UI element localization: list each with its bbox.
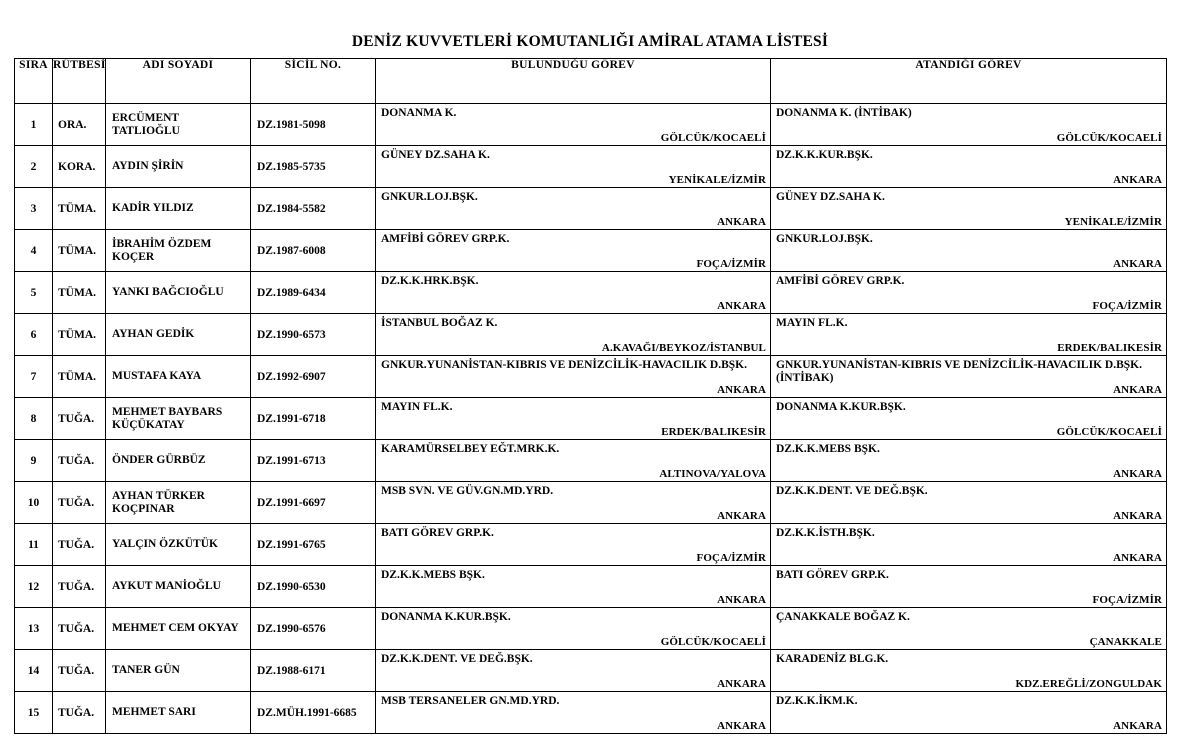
table-row bbox=[15, 356, 1167, 398]
full-name-cell bbox=[106, 356, 251, 398]
current-post-text: MSB TERSANELER GN.MD.YRD. bbox=[381, 695, 560, 707]
rank-cell bbox=[53, 692, 106, 734]
rank-cell bbox=[53, 608, 106, 650]
table-row bbox=[15, 608, 1167, 650]
current-post-text: AMFİBİ GÖREV GRP.K. bbox=[381, 233, 510, 245]
current-post bbox=[376, 692, 770, 733]
row-index-cell bbox=[15, 188, 53, 230]
assigned-post bbox=[771, 146, 1166, 187]
registry-number-cell bbox=[251, 230, 376, 272]
full-name-cell bbox=[106, 692, 251, 734]
full-name: YANKI BAĞCIOĞLU bbox=[112, 286, 224, 299]
full-name-cell bbox=[106, 608, 251, 650]
current-post bbox=[376, 272, 770, 313]
current-post-location: A.KAVAĞI/BEYKOZ/İSTANBUL bbox=[601, 342, 766, 354]
full-name: MEHMET SARI bbox=[112, 706, 196, 719]
assigned-post-location: ANKARA bbox=[1113, 468, 1162, 480]
assigned-post-location: GÖLCÜK/KOCAELİ bbox=[1056, 426, 1162, 438]
column-header-bulundugu-gorev: BULUNDUĞU GÖREV bbox=[376, 59, 771, 104]
assigned-post-text: GNKUR.YUNANİSTAN-KIBRIS VE DENİZCİLİK-HAVACILIK D.BŞK. (İNTİBAK) bbox=[776, 359, 1142, 385]
assigned-post-cell bbox=[771, 524, 1167, 566]
row-index-cell bbox=[15, 314, 53, 356]
registry-number: DZ.1984-5582 bbox=[257, 202, 326, 215]
assigned-post-location: ANKARA bbox=[1113, 258, 1162, 270]
assigned-post-location: FOÇA/İZMİR bbox=[1092, 300, 1162, 312]
column-header-sicil-no: SİCİL NO. bbox=[251, 59, 376, 104]
assigned-post-text: BATI GÖREV GRP.K. bbox=[776, 569, 889, 581]
current-post bbox=[376, 440, 770, 481]
assigned-post-text: DZ.K.K.MEBS BŞK. bbox=[776, 443, 880, 455]
assigned-post-location: ANKARA bbox=[1113, 384, 1162, 396]
table-row bbox=[15, 188, 1167, 230]
registry-number: DZ.1989-6434 bbox=[257, 286, 326, 299]
current-post-text: GNKUR.LOJ.BŞK. bbox=[381, 191, 478, 203]
full-name: ERCÜMENT TATLIOĞLU bbox=[112, 111, 180, 137]
current-post-cell bbox=[376, 608, 771, 650]
assigned-post-location: YENİKALE/İZMİR bbox=[1064, 216, 1162, 228]
current-post-location: ERDEK/BALIKESİR bbox=[661, 426, 766, 438]
current-post-text: MAYIN FL.K. bbox=[381, 401, 453, 413]
current-post bbox=[376, 524, 770, 565]
current-post-text: DZ.K.K.MEBS BŞK. bbox=[381, 569, 485, 581]
rank: TUĞA. bbox=[58, 538, 95, 551]
assigned-post-text: ÇANAKKALE BOĞAZ K. bbox=[776, 611, 910, 623]
table-row bbox=[15, 440, 1167, 482]
assigned-post-location: GÖLCÜK/KOCAELİ bbox=[1056, 132, 1162, 144]
full-name-cell bbox=[106, 482, 251, 524]
current-post-location: ALTINOVA/YALOVA bbox=[659, 468, 766, 480]
current-post bbox=[376, 566, 770, 607]
assigned-post bbox=[771, 650, 1166, 691]
admiral-assignment-table bbox=[14, 58, 1167, 734]
assigned-post-cell bbox=[771, 566, 1167, 608]
current-post-location: ANKARA bbox=[717, 384, 766, 396]
row-index: 9 bbox=[30, 454, 37, 467]
registry-number-cell bbox=[251, 692, 376, 734]
row-index: 11 bbox=[28, 538, 39, 551]
row-index-cell bbox=[15, 482, 53, 524]
current-post-cell bbox=[376, 314, 771, 356]
current-post-location: ANKARA bbox=[717, 510, 766, 522]
row-index-cell bbox=[15, 230, 53, 272]
full-name: KADİR YILDIZ bbox=[112, 202, 194, 215]
current-post-location: FOÇA/İZMİR bbox=[696, 258, 766, 270]
current-post-text: DZ.K.K.HRK.BŞK. bbox=[381, 275, 479, 287]
current-post bbox=[376, 482, 770, 523]
assigned-post-text: AMFİBİ GÖREV GRP.K. bbox=[776, 275, 905, 287]
assigned-post bbox=[771, 692, 1166, 733]
full-name: AYHAN GEDİK bbox=[112, 328, 195, 341]
table-row bbox=[15, 398, 1167, 440]
row-index: 10 bbox=[27, 496, 40, 509]
full-name-cell bbox=[106, 524, 251, 566]
rank: TÜMA. bbox=[58, 202, 97, 215]
registry-number: DZ.1985-5735 bbox=[257, 160, 326, 173]
current-post-cell bbox=[376, 650, 771, 692]
rank-cell bbox=[53, 524, 106, 566]
registry-number-cell bbox=[251, 314, 376, 356]
current-post-cell bbox=[376, 230, 771, 272]
rank: TUĞA. bbox=[58, 622, 95, 635]
table-header bbox=[15, 59, 1167, 104]
rank-cell bbox=[53, 566, 106, 608]
table-row bbox=[15, 272, 1167, 314]
current-post-text: KARAMÜRSELBEY EĞT.MRK.K. bbox=[381, 443, 560, 455]
assigned-post-location: FOÇA/İZMİR bbox=[1092, 594, 1162, 606]
registry-number: DZ.1987-6008 bbox=[257, 244, 326, 257]
full-name-cell bbox=[106, 566, 251, 608]
current-post-cell bbox=[376, 440, 771, 482]
table-body bbox=[15, 104, 1167, 734]
assignment-table-container bbox=[14, 58, 1166, 734]
table-row bbox=[15, 230, 1167, 272]
table-row bbox=[15, 566, 1167, 608]
registry-number: DZ.1991-6713 bbox=[257, 454, 326, 467]
table-row bbox=[15, 146, 1167, 188]
assigned-post bbox=[771, 188, 1166, 229]
assigned-post-cell bbox=[771, 398, 1167, 440]
current-post-location: GÖLCÜK/KOCAELİ bbox=[660, 636, 766, 648]
rank-cell bbox=[53, 146, 106, 188]
full-name: TANER GÜN bbox=[112, 664, 180, 677]
full-name: AYHAN TÜRKER KOÇPINAR bbox=[112, 489, 205, 515]
rank-cell bbox=[53, 356, 106, 398]
full-name-cell bbox=[106, 146, 251, 188]
assigned-post-text: MAYIN FL.K. bbox=[776, 317, 848, 329]
current-post bbox=[376, 398, 770, 439]
current-post bbox=[376, 104, 770, 145]
assigned-post bbox=[771, 398, 1166, 439]
registry-number: DZ.1992-6907 bbox=[257, 370, 326, 383]
registry-number-cell bbox=[251, 272, 376, 314]
rank: ORA. bbox=[58, 118, 87, 131]
rank: TÜMA. bbox=[58, 286, 97, 299]
full-name-cell bbox=[106, 230, 251, 272]
current-post-text: MSB SVN. VE GÜV.GN.MD.YRD. bbox=[381, 485, 554, 497]
table-row bbox=[15, 650, 1167, 692]
current-post-text: DONANMA K.KUR.BŞK. bbox=[381, 611, 511, 623]
assigned-post-location: ANKARA bbox=[1113, 174, 1162, 186]
rank: TUĞA. bbox=[58, 706, 95, 719]
table-row bbox=[15, 314, 1167, 356]
row-index-cell bbox=[15, 356, 53, 398]
registry-number-cell bbox=[251, 398, 376, 440]
column-header-atandigi-gorev: ATANDIĞI GÖREV bbox=[771, 59, 1167, 104]
rank: TUĞA. bbox=[58, 412, 95, 425]
full-name-cell bbox=[106, 188, 251, 230]
current-post-text: GNKUR.YUNANİSTAN-KIBRIS VE DENİZCİLİK-HAVACILIK D.BŞK. bbox=[381, 359, 747, 371]
column-header-rutbesi: RÜTBESİ bbox=[53, 59, 106, 104]
current-post bbox=[376, 356, 770, 397]
rank: TÜMA. bbox=[58, 370, 97, 383]
rank-cell bbox=[53, 440, 106, 482]
rank-cell bbox=[53, 104, 106, 146]
assigned-post-location: ERDEK/BALIKESİR bbox=[1057, 342, 1162, 354]
assigned-post-cell bbox=[771, 692, 1167, 734]
row-index-cell bbox=[15, 272, 53, 314]
column-header-sira: SIRA bbox=[15, 59, 53, 104]
current-post bbox=[376, 608, 770, 649]
row-index-cell bbox=[15, 104, 53, 146]
assigned-post bbox=[771, 608, 1166, 649]
rank-cell bbox=[53, 230, 106, 272]
assigned-post-location: ANKARA bbox=[1113, 720, 1162, 732]
row-index-cell bbox=[15, 524, 53, 566]
row-index: 6 bbox=[30, 328, 37, 341]
assigned-post-cell bbox=[771, 272, 1167, 314]
header-row bbox=[15, 59, 1167, 104]
current-post-cell bbox=[376, 272, 771, 314]
current-post-cell bbox=[376, 188, 771, 230]
row-index-cell bbox=[15, 440, 53, 482]
registry-number-cell bbox=[251, 482, 376, 524]
table-row bbox=[15, 524, 1167, 566]
rank: TUĞA. bbox=[58, 580, 95, 593]
current-post-text: GÜNEY DZ.SAHA K. bbox=[381, 149, 490, 161]
full-name-cell bbox=[106, 272, 251, 314]
current-post-location: ANKARA bbox=[717, 594, 766, 606]
registry-number: DZ.1990-6576 bbox=[257, 622, 326, 635]
current-post-text: İSTANBUL BOĞAZ K. bbox=[381, 317, 498, 329]
current-post-cell bbox=[376, 398, 771, 440]
registry-number: DZ.1990-6573 bbox=[257, 328, 326, 341]
row-index-cell bbox=[15, 398, 53, 440]
assigned-post-location: KDZ.EREĞLİ/ZONGULDAK bbox=[1015, 678, 1162, 690]
table-row bbox=[15, 482, 1167, 524]
rank-cell bbox=[53, 314, 106, 356]
full-name: ÖNDER GÜRBÜZ bbox=[112, 454, 206, 467]
registry-number: DZ.1990-6530 bbox=[257, 580, 326, 593]
current-post-cell bbox=[376, 692, 771, 734]
registry-number-cell bbox=[251, 566, 376, 608]
rank: TUĞA. bbox=[58, 496, 95, 509]
assigned-post bbox=[771, 272, 1166, 313]
full-name-cell bbox=[106, 650, 251, 692]
assigned-post-location: ANKARA bbox=[1113, 552, 1162, 564]
assigned-post-text: DONANMA K.KUR.BŞK. bbox=[776, 401, 906, 413]
registry-number-cell bbox=[251, 608, 376, 650]
current-post bbox=[376, 314, 770, 355]
assigned-post-text: KARADENİZ BLG.K. bbox=[776, 653, 889, 665]
row-index-cell bbox=[15, 566, 53, 608]
assigned-post-cell bbox=[771, 314, 1167, 356]
row-index: 13 bbox=[27, 622, 40, 635]
assigned-post bbox=[771, 314, 1166, 355]
row-index-cell bbox=[15, 650, 53, 692]
rank: TUĞA. bbox=[58, 664, 95, 677]
assigned-post-text: DZ.K.K.İSTH.BŞK. bbox=[776, 527, 875, 539]
assigned-post-text: DZ.K.K.İKM.K. bbox=[776, 695, 858, 707]
assigned-post bbox=[771, 230, 1166, 271]
assigned-post-text: DZ.K.K.KUR.BŞK. bbox=[776, 149, 873, 161]
row-index-cell bbox=[15, 146, 53, 188]
assigned-post bbox=[771, 566, 1166, 607]
registry-number-cell bbox=[251, 650, 376, 692]
row-index: 4 bbox=[30, 244, 37, 257]
current-post-cell bbox=[376, 356, 771, 398]
registry-number-cell bbox=[251, 104, 376, 146]
rank-cell bbox=[53, 272, 106, 314]
full-name-cell bbox=[106, 314, 251, 356]
row-index: 5 bbox=[30, 286, 37, 299]
current-post-cell bbox=[376, 524, 771, 566]
current-post-location: GÖLCÜK/KOCAELİ bbox=[660, 132, 766, 144]
assigned-post-cell bbox=[771, 650, 1167, 692]
current-post bbox=[376, 146, 770, 187]
assigned-post bbox=[771, 440, 1166, 481]
rank-cell bbox=[53, 398, 106, 440]
current-post-cell bbox=[376, 104, 771, 146]
page-title: DENİZ KUVVETLERİ KOMUTANLIĞI AMİRAL ATAMA LİSTESİ bbox=[351, 33, 829, 50]
row-index-cell bbox=[15, 608, 53, 650]
registry-number: DZ.1988-6171 bbox=[257, 664, 326, 677]
registry-number: DZ.MÜH.1991-6685 bbox=[257, 706, 357, 719]
table-row bbox=[15, 104, 1167, 146]
row-index: 15 bbox=[27, 706, 40, 719]
current-post-cell bbox=[376, 566, 771, 608]
full-name: MUSTAFA KAYA bbox=[112, 370, 202, 383]
registry-number: DZ.1991-6697 bbox=[257, 496, 326, 509]
registry-number-cell bbox=[251, 188, 376, 230]
rank: TÜMA. bbox=[58, 328, 97, 341]
table-row bbox=[15, 692, 1167, 734]
current-post-cell bbox=[376, 146, 771, 188]
assigned-post-text: GNKUR.LOJ.BŞK. bbox=[776, 233, 873, 245]
full-name-cell bbox=[106, 398, 251, 440]
current-post-location: ANKARA bbox=[717, 678, 766, 690]
row-index: 3 bbox=[30, 202, 37, 215]
full-name: AYDIN ŞİRİN bbox=[112, 160, 184, 173]
rank-cell bbox=[53, 482, 106, 524]
current-post-cell bbox=[376, 482, 771, 524]
assigned-post-cell bbox=[771, 104, 1167, 146]
full-name: MEHMET BAYBARS KÜÇÜKATAY bbox=[112, 405, 223, 431]
column-header-adi-soyadi: ADI SOYADI bbox=[106, 59, 251, 104]
assigned-post-location: ANKARA bbox=[1113, 510, 1162, 522]
current-post-location: YENİKALE/İZMİR bbox=[668, 174, 766, 186]
row-index-cell bbox=[15, 692, 53, 734]
assigned-post bbox=[771, 524, 1166, 565]
registry-number: DZ.1991-6765 bbox=[257, 538, 326, 551]
current-post bbox=[376, 230, 770, 271]
registry-number: DZ.1991-6718 bbox=[257, 412, 326, 425]
assigned-post-location: ÇANAKKALE bbox=[1089, 636, 1162, 648]
registry-number-cell bbox=[251, 146, 376, 188]
row-index: 8 bbox=[30, 412, 37, 425]
current-post-text: DZ.K.K.DENT. VE DEĞ.BŞK. bbox=[381, 653, 533, 665]
row-index: 14 bbox=[27, 664, 40, 677]
registry-number-cell bbox=[251, 524, 376, 566]
assigned-post-cell bbox=[771, 356, 1167, 398]
assigned-post-cell bbox=[771, 608, 1167, 650]
current-post bbox=[376, 188, 770, 229]
current-post-location: FOÇA/İZMİR bbox=[696, 552, 766, 564]
row-index: 12 bbox=[27, 580, 40, 593]
assigned-post bbox=[771, 356, 1166, 397]
current-post-location: ANKARA bbox=[717, 300, 766, 312]
full-name-cell bbox=[106, 440, 251, 482]
rank: TÜMA. bbox=[58, 244, 97, 257]
registry-number-cell bbox=[251, 356, 376, 398]
assigned-post-cell bbox=[771, 440, 1167, 482]
current-post-location: ANKARA bbox=[717, 720, 766, 732]
row-index: 2 bbox=[30, 160, 37, 173]
assigned-post-text: DONANMA K. (İNTİBAK) bbox=[776, 107, 912, 119]
row-index: 1 bbox=[30, 118, 37, 131]
assigned-post-cell bbox=[771, 230, 1167, 272]
rank-cell bbox=[53, 188, 106, 230]
registry-number-cell bbox=[251, 440, 376, 482]
assigned-post bbox=[771, 482, 1166, 523]
assigned-post-cell bbox=[771, 146, 1167, 188]
current-post-location: ANKARA bbox=[717, 216, 766, 228]
rank: KORA. bbox=[58, 160, 96, 173]
rank-cell bbox=[53, 650, 106, 692]
full-name: YALÇIN ÖZKÜTÜK bbox=[112, 538, 218, 551]
full-name: İBRAHİM ÖZDEM KOÇER bbox=[112, 237, 212, 263]
assigned-post bbox=[771, 104, 1166, 145]
assigned-post-cell bbox=[771, 188, 1167, 230]
assigned-post-text: GÜNEY DZ.SAHA K. bbox=[776, 191, 885, 203]
rank: TUĞA. bbox=[58, 454, 95, 467]
row-index: 7 bbox=[30, 370, 37, 383]
full-name-cell bbox=[106, 104, 251, 146]
registry-number: DZ.1981-5098 bbox=[257, 118, 326, 131]
current-post bbox=[376, 650, 770, 691]
assigned-post-cell bbox=[771, 482, 1167, 524]
full-name: MEHMET CEM OKYAY bbox=[112, 622, 239, 635]
full-name: AYKUT MANİOĞLU bbox=[112, 580, 221, 593]
assigned-post-text: DZ.K.K.DENT. VE DEĞ.BŞK. bbox=[776, 485, 928, 497]
current-post-text: DONANMA K. bbox=[381, 107, 457, 119]
current-post-text: BATI GÖREV GRP.K. bbox=[381, 527, 494, 539]
